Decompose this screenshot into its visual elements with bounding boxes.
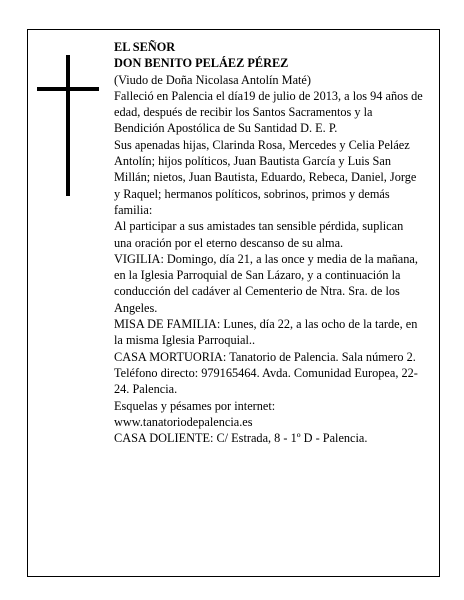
cross-horizontal-bar	[37, 87, 99, 91]
website-link[interactable]: www.tanatoriodepalencia.es	[114, 414, 253, 429]
family-paragraph: Sus apenadas hijas, Clarinda Rosa, Mercedes y Celia Peláez Antolín; hijos políticos, Juan Bautista García y Luis San Millán; nietos, Juan Bautista, Eduardo, Rebeca, Daniel, Jorge y Raquel; hermanos políticos, sobrinos, primos y demás familia:	[114, 137, 417, 217]
deceased-name: DON BENITO PELÁEZ PÉREZ	[114, 56, 289, 71]
prayer-paragraph: Al participar a sus amistades tan sensible pérdida, suplican una oración por el eterno descanso de su alma.	[114, 219, 404, 250]
mass-paragraph: MISA DE FAMILIA: Lunes, día 22, a las ocho de la tarde, en la misma Iglesia Parroquial..	[114, 317, 418, 348]
widower-note: (Viudo de Doña Nicolasa Antolín Maté)	[114, 72, 311, 87]
online-condolences-label: Esquelas y pésames por internet:	[114, 398, 276, 413]
death-paragraph: Falleció en Palencia el día19 de julio de 2013, a los 94 años de edad, después de recibir los Santos Sacramentos y la Bendición Apostólica de Su Santidad D. E. P.	[114, 88, 423, 136]
vigil-paragraph: VIGILIA: Domingo, día 21, a las once y media de la mañana, en la Iglesia Parroquial de San Lázaro, y a continuación la conducción del cadáver al Cementerio de Ntra. Sra. de los Angeles.	[114, 251, 418, 315]
cross-vertical-bar	[66, 55, 70, 196]
mourning-house-paragraph: CASA DOLIENTE: C/ Estrada, 8 - 1º D - Palencia.	[114, 431, 368, 446]
funeral-home-paragraph: CASA MORTUORIA: Tanatorio de Palencia. Sala número 2. Teléfono directo: 979165464. Avda. Comunidad Europea, 22-24. Palencia.	[114, 349, 418, 397]
obituary-text	[114, 39, 424, 446]
heading-title: EL SEÑOR	[114, 40, 176, 54]
